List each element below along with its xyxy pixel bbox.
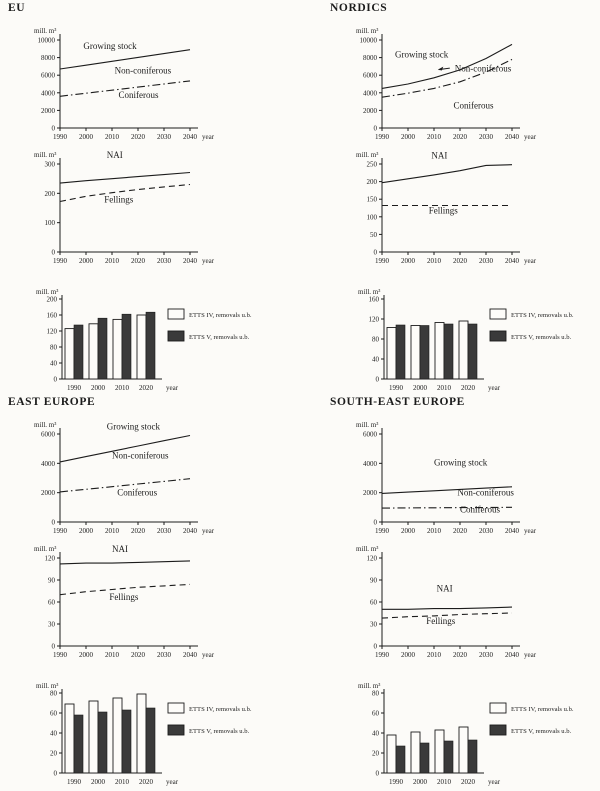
x-tick-label: 1990: [67, 778, 81, 786]
east-europe-nai-fellings-chart: [6, 542, 271, 664]
bar-etts-iv-removals-u-b-2020: [459, 727, 468, 773]
x-tick-label: 2010: [427, 133, 441, 141]
bar-etts-v-removals-u-b-2020: [468, 324, 477, 379]
y-unit-label: mill. m³: [36, 682, 59, 690]
x-tick-label: 1990: [375, 133, 389, 141]
bar-chart-canvas: [6, 679, 271, 791]
y-tick-label: 120: [368, 315, 379, 324]
bar-etts-v-removals-u-b-1990: [396, 746, 405, 773]
x-tick-label: 1990: [389, 384, 403, 392]
x-tick-label: 2010: [427, 651, 441, 659]
x-tick-label: 2010: [427, 257, 441, 265]
y-tick-label: 0: [51, 642, 55, 651]
x-tick-label: 2020: [461, 778, 475, 786]
series-line-nai: [60, 561, 190, 564]
y-tick-label: 120: [366, 554, 377, 563]
south-east-europe-nai-fellings-chart: [328, 542, 593, 664]
bar-etts-v-removals-u-b-1990: [396, 325, 405, 379]
line-chart-canvas: [328, 418, 593, 540]
x-tick-label: 2030: [479, 651, 493, 659]
legend-label-etts-iv-removals-u-b: ETTS IV, removals u.b.: [189, 706, 252, 713]
y-tick-label: 120: [46, 327, 57, 336]
region-east-europe: [6, 396, 294, 791]
y-tick-label: 0: [375, 375, 379, 384]
y-tick-label: 50: [370, 230, 377, 239]
y-tick-label: 0: [53, 375, 57, 384]
x-axis-label: year: [202, 257, 215, 265]
legend-label-etts-v-removals-u-b: ETTS V, removals u.b.: [189, 334, 250, 341]
line-chart-canvas: [6, 542, 271, 664]
x-tick-label: 2040: [183, 257, 197, 265]
series-label-coniferous: Coniferous: [453, 100, 494, 111]
y-tick-label: 2000: [41, 489, 55, 498]
bar-chart-canvas: [328, 285, 593, 397]
y-tick-label: 6000: [41, 430, 55, 439]
x-tick-label: 2020: [453, 133, 467, 141]
nordics-nai-fellings-chart: [328, 148, 593, 270]
south-east-europe-growing-stock-chart: [328, 418, 593, 540]
legend-swatch-etts-v-removals-u-b: [168, 331, 184, 341]
y-tick-label: 60: [50, 709, 57, 718]
x-tick-label: 2000: [401, 651, 415, 659]
x-tick-label: 1990: [67, 384, 81, 392]
x-axis-label: year: [488, 778, 501, 786]
legend-swatch-etts-iv-removals-u-b: [490, 309, 506, 319]
legend-label-etts-v-removals-u-b: ETTS V, removals u.b.: [189, 728, 250, 735]
series-label-coniferous: Coniferous: [460, 504, 500, 515]
bar-etts-v-removals-u-b-2000: [98, 318, 107, 379]
bar-etts-iv-removals-u-b-2000: [411, 326, 420, 380]
bar-etts-v-removals-u-b-2010: [444, 324, 453, 379]
y-tick-label: 160: [368, 295, 379, 304]
bar-etts-v-removals-u-b-2000: [420, 743, 429, 773]
y-tick-label: 40: [372, 355, 379, 364]
x-tick-label: 2030: [479, 527, 493, 535]
bar-etts-iv-removals-u-b-2010: [435, 323, 444, 380]
y-tick-label: 0: [373, 518, 377, 527]
y-tick-label: 60: [372, 709, 379, 718]
bar-etts-iv-removals-u-b-2000: [89, 324, 98, 379]
series-label-non-coniferous: Non-coniferous: [454, 63, 512, 74]
series-label-nai: NAI: [106, 149, 123, 160]
bar-etts-iv-removals-u-b-1990: [387, 735, 396, 773]
y-unit-label: mill. m³: [358, 682, 381, 690]
series-label-non-coniferous: Non-coniferous: [457, 487, 514, 498]
x-tick-label: 2000: [401, 133, 415, 141]
x-tick-label: 2010: [105, 527, 119, 535]
bar-etts-v-removals-u-b-2010: [122, 710, 131, 773]
y-tick-label: 0: [51, 518, 55, 527]
series-label-fellings: Fellings: [109, 592, 139, 603]
legend-swatch-etts-iv-removals-u-b: [168, 703, 184, 713]
x-tick-label: 2030: [157, 651, 171, 659]
bar-etts-iv-removals-u-b-2020: [459, 321, 468, 379]
series-label-non-coniferous: Non-coniferous: [114, 65, 172, 76]
bar-etts-iv-removals-u-b-1990: [65, 329, 74, 379]
x-tick-label: 2020: [131, 133, 145, 141]
y-tick-label: 0: [373, 642, 377, 651]
x-tick-label: 2000: [401, 527, 415, 535]
y-tick-label: 0: [53, 769, 57, 778]
region-eu: [6, 2, 294, 398]
y-tick-label: 20: [372, 749, 379, 758]
region-south-east-europe: [328, 396, 598, 791]
bar-chart-canvas: [6, 285, 271, 397]
y-tick-label: 4000: [41, 89, 55, 98]
x-tick-label: 2020: [131, 651, 145, 659]
x-tick-label: 2040: [505, 527, 519, 535]
legend-swatch-etts-v-removals-u-b: [490, 725, 506, 735]
x-tick-label: 2020: [139, 384, 153, 392]
x-tick-label: 2030: [479, 257, 493, 265]
series-label-nai: NAI: [431, 150, 448, 161]
legend-label-etts-iv-removals-u-b: ETTS IV, removals u.b.: [511, 312, 574, 319]
x-tick-label: 2030: [479, 133, 493, 141]
legend-swatch-etts-v-removals-u-b: [490, 331, 506, 341]
x-tick-label: 2020: [461, 384, 475, 392]
y-tick-label: 0: [373, 124, 377, 133]
x-axis-label: year: [524, 257, 537, 265]
line-chart-canvas: [328, 24, 593, 146]
y-tick-label: 160: [46, 311, 57, 320]
y-tick-label: 40: [50, 729, 57, 738]
series-label-fellings: Fellings: [426, 616, 456, 626]
region-title-nordics: NORDICS: [330, 2, 388, 14]
legend-swatch-etts-iv-removals-u-b: [490, 703, 506, 713]
x-axis-label: year: [524, 527, 537, 535]
bar-etts-v-removals-u-b-2000: [420, 326, 429, 380]
y-tick-label: 6000: [41, 71, 55, 80]
series-label-nai: NAI: [436, 583, 453, 594]
line-chart-canvas: [328, 148, 593, 270]
bar-etts-iv-removals-u-b-2020: [137, 694, 146, 773]
x-axis-label: year: [166, 384, 179, 392]
x-tick-label: 1990: [375, 527, 389, 535]
x-tick-label: 1990: [53, 527, 67, 535]
x-tick-label: 2010: [115, 384, 129, 392]
bar-etts-iv-removals-u-b-2010: [435, 730, 444, 773]
y-tick-label: 8000: [41, 54, 55, 63]
y-unit-label: mill. m³: [356, 421, 379, 429]
y-unit-label: mill. m³: [34, 27, 57, 35]
x-tick-label: 1990: [53, 133, 67, 141]
y-unit-label: mill. m³: [356, 27, 379, 35]
x-tick-label: 2040: [505, 651, 519, 659]
legend-swatch-etts-iv-removals-u-b: [168, 309, 184, 319]
bar-etts-iv-removals-u-b-2000: [89, 701, 98, 773]
line-chart-canvas: [328, 542, 593, 664]
x-tick-label: 2000: [79, 133, 93, 141]
x-tick-label: 2000: [401, 257, 415, 265]
x-axis-label: year: [488, 384, 501, 392]
y-tick-label: 2000: [41, 106, 55, 115]
x-tick-label: 1990: [53, 651, 67, 659]
x-tick-label: 1990: [53, 257, 67, 265]
y-tick-label: 40: [372, 729, 379, 738]
bar-etts-iv-removals-u-b-2010: [113, 698, 122, 773]
x-tick-label: 2000: [79, 257, 93, 265]
x-tick-label: 2000: [91, 778, 105, 786]
y-unit-label: mill. m³: [356, 151, 379, 159]
y-tick-label: 4000: [363, 459, 377, 468]
bar-chart-canvas: [328, 679, 593, 791]
series-label-growing-stock: Growing stock: [395, 49, 449, 60]
x-tick-label: 2040: [183, 133, 197, 141]
x-axis-label: year: [524, 133, 537, 141]
x-tick-label: 2020: [453, 651, 467, 659]
x-tick-label: 2040: [183, 527, 197, 535]
legend-swatch-etts-v-removals-u-b: [168, 725, 184, 735]
y-tick-label: 8000: [363, 54, 377, 63]
series-label-fellings: Fellings: [428, 205, 458, 216]
x-tick-label: 2000: [413, 778, 427, 786]
x-tick-label: 1990: [375, 651, 389, 659]
y-tick-label: 60: [48, 598, 55, 607]
x-axis-label: year: [166, 778, 179, 786]
x-tick-label: 1990: [389, 778, 403, 786]
east-europe-growing-stock-chart: [6, 418, 271, 540]
y-tick-label: 30: [48, 620, 55, 629]
y-unit-label: mill. m³: [36, 288, 59, 296]
x-tick-label: 2000: [413, 384, 427, 392]
series-line-nai: [60, 173, 190, 184]
bar-etts-v-removals-u-b-2020: [146, 708, 155, 773]
legend-label-etts-v-removals-u-b: ETTS V, removals u.b.: [511, 334, 572, 341]
x-tick-label: 2010: [105, 257, 119, 265]
series-label-coniferous: Coniferous: [118, 90, 159, 101]
nordics-growing-stock-chart: [328, 24, 593, 146]
series-line-nai: [382, 607, 512, 609]
y-tick-label: 10000: [37, 36, 55, 45]
x-tick-label: 2020: [453, 257, 467, 265]
y-tick-label: 100: [366, 213, 377, 222]
x-axis-label: year: [202, 527, 215, 535]
y-unit-label: mill. m³: [34, 545, 57, 553]
bar-etts-iv-removals-u-b-2020: [137, 315, 146, 379]
x-tick-label: 2020: [131, 257, 145, 265]
y-tick-label: 300: [44, 160, 55, 169]
legend-label-etts-iv-removals-u-b: ETTS IV, removals u.b.: [189, 312, 252, 319]
region-title-eu: EU: [8, 2, 26, 14]
bar-etts-iv-removals-u-b-1990: [65, 704, 74, 773]
y-tick-label: 80: [50, 689, 57, 698]
series-label-nai: NAI: [112, 543, 128, 554]
x-tick-label: 2010: [115, 778, 129, 786]
region-nordics: [328, 2, 598, 398]
y-tick-label: 200: [44, 189, 55, 198]
x-tick-label: 2000: [79, 527, 93, 535]
region-title-east-europe: EAST EUROPE: [8, 396, 96, 408]
bar-etts-v-removals-u-b-1990: [74, 715, 83, 773]
south-east-europe-removals-bar-chart: [328, 679, 593, 791]
y-tick-label: 10000: [359, 36, 377, 45]
bar-etts-v-removals-u-b-2020: [468, 740, 477, 773]
x-tick-label: 2010: [105, 651, 119, 659]
legend-label-etts-iv-removals-u-b: ETTS IV, removals u.b.: [511, 706, 574, 713]
y-tick-label: 120: [44, 554, 55, 563]
series-label-coniferous: Coniferous: [117, 487, 158, 498]
eu-growing-stock-chart: [6, 24, 271, 146]
x-axis-label: year: [202, 133, 215, 141]
y-unit-label: mill. m³: [34, 421, 57, 429]
series-line-nai: [382, 165, 512, 183]
bar-etts-v-removals-u-b-2020: [146, 312, 155, 379]
bar-etts-v-removals-u-b-2010: [122, 314, 131, 379]
series-label-non-coniferous: Non-coniferous: [112, 450, 169, 461]
y-tick-label: 80: [372, 335, 379, 344]
y-tick-label: 2000: [363, 106, 377, 115]
y-tick-label: 250: [366, 160, 377, 169]
y-unit-label: mill. m³: [34, 151, 57, 159]
bar-etts-iv-removals-u-b-2010: [113, 319, 122, 379]
nordics-removals-bar-chart: [328, 285, 593, 397]
legend-label-etts-v-removals-u-b: ETTS V, removals u.b.: [511, 728, 572, 735]
eu-removals-bar-chart: [6, 285, 271, 397]
series-label-fellings: Fellings: [104, 194, 134, 205]
x-axis-label: year: [202, 651, 215, 659]
y-tick-label: 150: [366, 195, 377, 204]
x-tick-label: 2010: [437, 384, 451, 392]
y-tick-label: 60: [370, 598, 377, 607]
y-tick-label: 80: [50, 343, 57, 352]
region-title-south-east-europe: SOUTH-EAST EUROPE: [330, 396, 465, 408]
east-europe-removals-bar-chart: [6, 679, 271, 791]
x-tick-label: 2010: [105, 133, 119, 141]
x-axis-label: year: [524, 651, 537, 659]
x-tick-label: 2040: [505, 133, 519, 141]
x-tick-label: 2040: [505, 257, 519, 265]
bar-etts-v-removals-u-b-2010: [444, 741, 453, 773]
x-tick-label: 2020: [453, 527, 467, 535]
x-tick-label: 2000: [79, 651, 93, 659]
x-tick-label: 2010: [427, 527, 441, 535]
y-tick-label: 100: [44, 219, 55, 228]
x-tick-label: 2030: [157, 257, 171, 265]
x-tick-label: 2030: [157, 527, 171, 535]
x-tick-label: 2030: [157, 133, 171, 141]
bar-etts-iv-removals-u-b-1990: [387, 328, 396, 380]
y-tick-label: 200: [46, 295, 57, 304]
y-tick-label: 0: [51, 124, 55, 133]
x-tick-label: 2020: [139, 778, 153, 786]
y-tick-label: 4000: [363, 89, 377, 98]
series-label-growing-stock: Growing stock: [434, 457, 488, 468]
y-tick-label: 6000: [363, 71, 377, 80]
y-tick-label: 4000: [41, 459, 55, 468]
line-chart-canvas: [6, 24, 271, 146]
y-tick-label: 200: [366, 178, 377, 187]
line-chart-canvas: [6, 148, 271, 270]
y-tick-label: 2000: [363, 489, 377, 498]
x-tick-label: 2020: [131, 527, 145, 535]
y-tick-label: 90: [370, 576, 377, 585]
y-tick-label: 30: [370, 620, 377, 629]
y-tick-label: 0: [373, 248, 377, 257]
x-tick-label: 1990: [375, 257, 389, 265]
y-tick-label: 80: [372, 689, 379, 698]
y-tick-label: 40: [50, 359, 57, 368]
x-tick-label: 2010: [437, 778, 451, 786]
eu-nai-fellings-chart: [6, 148, 271, 270]
series-label-growing-stock: Growing stock: [83, 40, 137, 51]
series-label-growing-stock: Growing stock: [106, 421, 161, 432]
y-tick-label: 90: [48, 576, 55, 585]
y-unit-label: mill. m³: [358, 288, 381, 296]
bar-etts-v-removals-u-b-1990: [74, 325, 83, 379]
y-tick-label: 6000: [363, 430, 377, 439]
x-tick-label: 2000: [91, 384, 105, 392]
x-tick-label: 2040: [183, 651, 197, 659]
y-unit-label: mill. m³: [356, 545, 379, 553]
line-chart-canvas: [6, 418, 271, 540]
y-tick-label: 20: [50, 749, 57, 758]
bar-etts-iv-removals-u-b-2000: [411, 732, 420, 773]
y-tick-label: 0: [375, 769, 379, 778]
bar-etts-v-removals-u-b-2000: [98, 712, 107, 773]
left-arrow-icon: [438, 67, 444, 71]
y-tick-label: 0: [51, 248, 55, 257]
